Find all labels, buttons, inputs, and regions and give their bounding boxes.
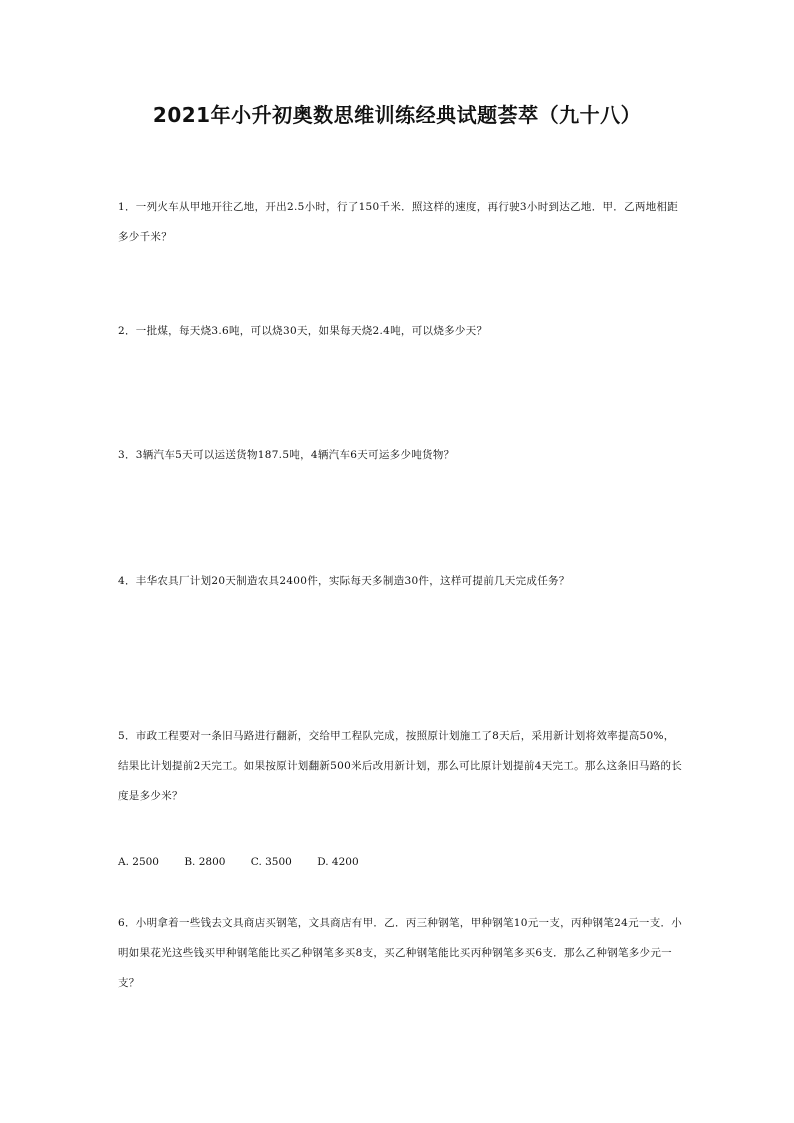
option-c: C. 3500	[250, 856, 292, 868]
question-2: 2．一批煤，每天烧3.6吨，可以烧30天，如果每天烧2.4吨，可以烧多少天？	[118, 325, 488, 337]
question-4: 4．丰华农具厂计划20天制造农具2400件，实际每天多制造30件，这样可提前几天完成任务？	[118, 575, 570, 587]
question-3: 3．3辆汽车5天可以运送货物187.5吨，4辆汽车6天可运多少吨货物？	[118, 449, 455, 461]
option-b: B. 2800	[184, 856, 226, 868]
option-a: A. 2500	[118, 856, 159, 868]
question-5: 5．市政工程要对一条旧马路进行翻新，交给甲工程队完成，按照原计划施工了8天后，采用新计划将效率提高50%，结果比计划提前2天完工。如果按原计划翻新500米后改用新计划，那么可比原计划提前4天完工。那么这条旧马路的长度是多少米？	[118, 730, 683, 802]
page-title: 2021年小升初奥数思维训练经典试题荟萃（九十八）	[152, 103, 642, 127]
question-6: 6．小明拿着一些钱去文具商店买钢笔，文具商店有甲．乙．丙三种钢笔，甲种钢笔10元一支，丙种钢笔24元一支．小明如果花光这些钱买甲种钢笔能比买乙种钢笔多买8支，买乙种钢笔能比买丙种钢笔多买6支．那么乙种钢笔多少元一支？	[118, 917, 683, 989]
option-d: D. 4200	[317, 856, 359, 868]
question-1: 1．一列火车从甲地开往乙地，开出2.5小时，行了150千米．照这样的速度，再行驶3小时到达乙地．甲．乙两地相距多少千米？	[118, 201, 679, 243]
question-5-options	[118, 852, 684, 872]
